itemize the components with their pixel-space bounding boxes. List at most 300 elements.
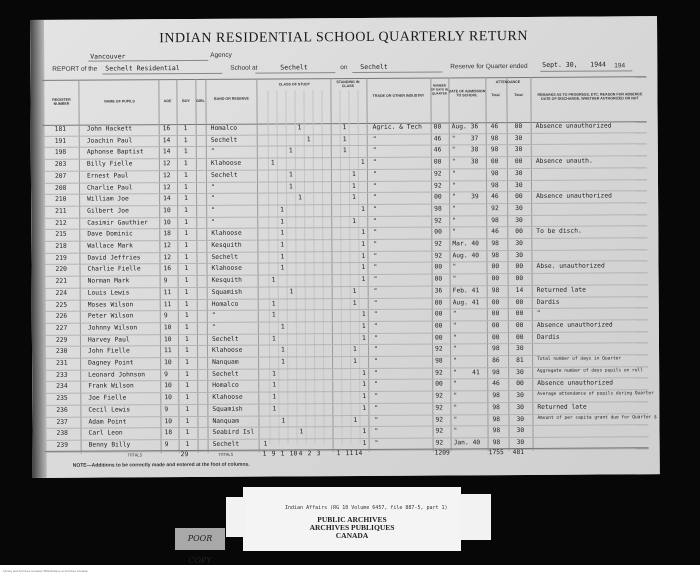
band-reserve: Kesquith [211, 276, 242, 284]
remark: " [536, 310, 541, 318]
date-admitted-year: 38 [470, 158, 479, 166]
header-trade: TRADE OR OTHER INDUSTRY [372, 93, 425, 98]
total-attendance: 1755 [488, 449, 504, 457]
pupil-name: Joe Fielle [88, 394, 127, 402]
trade: " [373, 229, 378, 237]
date-admitted-year: 41 [472, 368, 480, 376]
days-in-quarter: 00 [434, 193, 442, 201]
trade: " [373, 217, 378, 225]
pupil-age: 16 [162, 125, 171, 133]
pupil-name: Harvey Paul [87, 335, 130, 344]
date-admitted-year: 40 [472, 439, 481, 447]
register-number: 227 [55, 324, 68, 332]
pupil-age: 18 [163, 230, 171, 238]
attendance-total-2: 30 [516, 392, 524, 400]
date-admitted-year: 36 [470, 123, 479, 131]
date-admitted-month: " [453, 380, 458, 388]
date-admitted-month: " [451, 158, 456, 166]
date-admitted-month: " [452, 193, 456, 201]
standing-mark: 1 [361, 334, 366, 342]
trade: " [372, 135, 377, 143]
page-edge-shadow [30, 20, 47, 478]
band-reserve: Squamish [212, 405, 243, 413]
pupil-age: 12 [162, 160, 171, 168]
pupil-age: 14 [163, 195, 171, 203]
pupil-name: John Hackett [86, 125, 133, 133]
band-reserve: " [211, 206, 215, 214]
pupil-name: Gilbert Joe [87, 207, 129, 215]
band-reserve: Klahoose [212, 347, 243, 355]
attendance-total-2: 00 [515, 275, 524, 283]
attendance-total: 98 [490, 181, 499, 189]
pupil-age: 12 [163, 253, 172, 261]
days-in-quarter: 92 [435, 392, 443, 400]
days-in-quarter: 92 [435, 427, 444, 435]
attendance-total: 98 [491, 286, 500, 294]
archive-line-1: PUBLIC ARCHIVES [317, 515, 387, 524]
standing-mark: 1 [361, 240, 366, 248]
date-admitted-year: 40 [471, 240, 479, 248]
remark: Absence unauthorized [536, 321, 613, 329]
attendance-total-2: 30 [516, 427, 525, 435]
pupil-age: 10 [163, 218, 171, 226]
class-total: 3 [316, 450, 321, 458]
trade: " [373, 346, 378, 354]
date-admitted-month: Aug. [452, 252, 468, 260]
attendance-total: 46 [491, 228, 499, 236]
remark: Aggregate number of days pupils on roll [537, 367, 643, 374]
boy-count: 1 [185, 405, 190, 413]
standing-mark: 1 [362, 404, 367, 412]
days-in-quarter: 36 [434, 287, 443, 295]
row-rule [43, 167, 647, 172]
class-total: 1 [262, 450, 267, 458]
pupil-age: 10 [163, 324, 172, 332]
pupil-age: 10 [164, 394, 172, 402]
band-reserve: Klahoose [211, 230, 242, 238]
standing-mark: 1 [361, 264, 366, 272]
boy-count: 1 [184, 277, 189, 285]
pupil-age: 10 [163, 335, 172, 343]
remark: Average attendance of pupils during Quarter [537, 391, 654, 398]
pupil-age: 10 [164, 359, 172, 367]
band-reserve: Nanquam [212, 417, 240, 425]
class-total: 2 [307, 450, 312, 458]
standing-mark: 1 [361, 311, 366, 319]
trade: " [372, 170, 377, 178]
class-mark: 1 [280, 323, 285, 331]
date-admitted-month: " [451, 135, 456, 143]
pupil-age: 10 [163, 207, 171, 215]
register-number: 231 [56, 359, 68, 367]
band-reserve: " [211, 323, 216, 331]
header-band: BAND OR RESERVE [214, 96, 249, 101]
days-in-quarter: 00 [434, 310, 443, 318]
register-number: 230 [56, 348, 68, 356]
standing-mark: 1 [352, 287, 357, 295]
attendance-total: 00 [491, 310, 500, 318]
boy-count: 1 [185, 370, 189, 378]
class-mark: 1 [288, 171, 293, 179]
standing-mark: 1 [352, 217, 357, 225]
band-reserve: " [210, 148, 215, 156]
standing-mark: 1 [342, 135, 347, 143]
totals-label-2: TOTALS [218, 451, 234, 457]
band-reserve: Nanquam [212, 358, 239, 366]
register-number: 237 [56, 418, 68, 426]
row-rule [43, 202, 647, 207]
pupil-age: 12 [162, 171, 171, 179]
pupil-age: 9 [163, 312, 168, 320]
register-number: 239 [56, 441, 68, 449]
trade: Agric. & Tech [372, 123, 422, 131]
trade: " [373, 252, 378, 260]
attendance-total: 98 [492, 439, 501, 447]
band-reserve: " [211, 218, 216, 226]
register-number: 220 [55, 266, 67, 274]
row-rule [44, 343, 648, 348]
days-in-quarter: 00 [434, 263, 443, 271]
boy-count: 1 [183, 160, 188, 168]
pupil-age: 9 [164, 441, 169, 449]
date-admitted-month: " [452, 205, 456, 213]
date-admitted-month: " [452, 322, 457, 330]
remark: Dardis [536, 298, 560, 306]
register-number: 234 [56, 383, 68, 391]
pupil-age: 18 [164, 429, 173, 437]
standing-mark: 1 [361, 229, 366, 237]
boy-count: 1 [184, 288, 189, 296]
date-admitted-month: Feb. [452, 287, 468, 295]
register-number: 215 [55, 231, 67, 239]
attendance-total: 00 [491, 322, 500, 330]
pupil-age: 9 [164, 405, 169, 413]
standing-mark: 1 [362, 381, 367, 389]
pupil-age: 11 [163, 288, 172, 296]
attendance-total-2: 30 [514, 169, 523, 177]
pupil-name: Benny Billy [88, 441, 131, 449]
boy-count: 1 [185, 394, 190, 402]
band-reserve: Homalco [210, 124, 238, 132]
attendance-total-2: 00 [515, 310, 524, 318]
attendance-total-2: 30 [516, 368, 524, 376]
class-mark: 1 [272, 405, 277, 413]
days-in-quarter: 92 [434, 252, 443, 260]
attendance-total-2: 00 [514, 122, 523, 131]
boy-count: 1 [184, 300, 189, 308]
attendance-total-2: 30 [515, 216, 523, 224]
pupil-name: Dagney Point [88, 359, 134, 367]
attendance-total: 98 [492, 392, 500, 400]
class-mark: 1 [280, 229, 285, 237]
attendance-total: 00 [491, 275, 500, 283]
band-reserve: Kesquith [211, 241, 242, 249]
remark: Amount of per capita grant due for Quarter $ [537, 414, 657, 421]
class-mark: 1 [280, 253, 285, 261]
boy-count: 1 [185, 440, 190, 448]
boy-count: 1 [183, 125, 188, 133]
attendance-total-2: 30 [514, 146, 523, 154]
register-number: 238 [56, 429, 68, 438]
date-admitted-month: " [453, 427, 458, 435]
date-admitted-month: " [452, 310, 457, 318]
register-number: 219 [55, 254, 67, 262]
header-name: NAME OF PUPILS [104, 99, 135, 104]
class-mark: 1 [272, 370, 276, 378]
attendance-total: 00 [491, 263, 500, 271]
attendance-total: 98 [490, 146, 499, 154]
attendance-total: 98 [490, 134, 499, 142]
class-mark: 1 [297, 124, 302, 132]
pupil-name: Johnny Wilson [87, 324, 138, 332]
pupil-name: Aphonse Baptist [86, 148, 144, 157]
pupil-name: John Fielle [88, 347, 130, 355]
class-mark: 1 [271, 300, 276, 308]
trade: " [374, 392, 379, 400]
standing-mark: 1 [351, 170, 356, 178]
date-admitted-month: " [452, 345, 457, 353]
trade: " [372, 147, 377, 155]
row-rule [44, 272, 648, 277]
trade: " [374, 381, 379, 389]
attendance-total: 46 [492, 380, 500, 388]
standing-mark: 1 [360, 159, 365, 167]
remark: Abse. unauthorized [536, 262, 605, 271]
pupil-name: Cecil Lewis [88, 406, 131, 414]
header-boy: BOY [182, 99, 190, 104]
standing-mark: 1 [342, 147, 347, 155]
school-at-label: School at [230, 64, 258, 72]
pupil-age: 12 [163, 242, 171, 250]
header-att-total-2: Total [514, 92, 523, 98]
attendance-total-2: 30 [515, 251, 524, 259]
class-mark: 1 [281, 346, 285, 354]
trade: " [373, 275, 378, 283]
total-boys: 29 [180, 451, 189, 459]
date-admitted-month: Aug. [451, 123, 467, 131]
on-value: Sechelt [360, 62, 388, 71]
attendance-total: 98 [491, 251, 500, 259]
remark: Returned late [536, 286, 586, 294]
row-rule [43, 249, 647, 254]
date-admitted-month: Aug. [452, 298, 468, 306]
standing-mark: 1 [361, 276, 366, 284]
standing-mark: 1 [352, 346, 357, 354]
pupil-name: Ernest Paul [86, 172, 129, 180]
register-number: 218 [55, 242, 67, 250]
trade: " [373, 205, 377, 213]
remark: Absence unauthorized [535, 122, 612, 130]
attendance-total-2: 30 [515, 204, 523, 212]
footer-credit: Library and Archives Canada / Bibliothèque et Archives Canada [3, 569, 88, 573]
register-number: 207 [54, 172, 67, 180]
attendance-total: 98 [491, 216, 499, 224]
footer-strip [0, 565, 700, 579]
days-in-quarter: 98 [435, 357, 443, 365]
class-mark: 1 [280, 241, 285, 249]
boy-count: 1 [184, 230, 189, 238]
attendance-total-2: 00 [515, 298, 524, 306]
standing-total: 1 [336, 450, 341, 458]
class-mark: 1 [306, 135, 311, 143]
register-number: 229 [55, 336, 68, 344]
register-number: 235 [56, 394, 68, 402]
standing-mark: 1 [361, 205, 365, 213]
pupil-name: Charlie Fielle [87, 265, 141, 274]
standing-total: 11 [345, 450, 354, 458]
days-in-quarter: 00 [433, 123, 442, 131]
header-standing: STANDING IN CLASS [336, 79, 360, 89]
date-admitted-month: " [451, 146, 456, 154]
attendance-total-2: 30 [515, 239, 523, 248]
days-in-quarter: 00 [434, 334, 443, 342]
pupil-name: William Joe [87, 195, 129, 203]
attendance-total: 98 [492, 427, 501, 435]
remark: Absence unauth. [535, 157, 593, 166]
boy-count: 1 [184, 323, 189, 331]
trade: " [373, 322, 378, 330]
date-admitted-year: 40 [471, 251, 480, 259]
report-value: Sechelt Residential [105, 64, 180, 73]
row-rule [43, 214, 647, 219]
header-class: CLASS OF STUDY [278, 82, 311, 87]
band-reserve: Sechelt [212, 370, 239, 378]
date-admitted-year: 39 [471, 193, 479, 201]
archive-reference: Indian Affairs (RG 10 Volume 6457, file 887-5, part 1) [285, 505, 448, 511]
days-in-quarter: 92 [435, 369, 443, 377]
class-mark: 1 [289, 182, 293, 190]
boy-count: 1 [185, 417, 190, 425]
band-reserve: Sechelt [211, 253, 239, 261]
table-grid [30, 16, 657, 20]
band-reserve: Sechelt [210, 136, 238, 144]
band-reserve: " [211, 195, 215, 203]
class-total: 10 [289, 450, 298, 458]
row-rule [43, 237, 647, 242]
header-register: REGISTER NUMBER [52, 97, 71, 106]
date-admitted-month: Mar. [452, 240, 468, 248]
report-label: REPORT of the [52, 65, 98, 73]
standing-mark: 1 [362, 369, 366, 377]
days-in-quarter: 92 [435, 439, 444, 447]
attendance-total-2: 81 [516, 356, 524, 365]
trade: " [374, 357, 378, 365]
band-reserve: Sechelt [212, 440, 240, 448]
class-total: 9 [271, 450, 276, 458]
pupil-name: Adam Point [88, 417, 127, 426]
attendance-total: 86 [492, 357, 500, 365]
row-rule [45, 436, 649, 441]
pupil-age: 14 [162, 136, 171, 144]
boy-count: 1 [185, 429, 190, 437]
boy-count: 1 [184, 195, 188, 203]
total-days: 1209 [434, 449, 450, 457]
standing-mark: 1 [362, 393, 367, 401]
class-mark: 1 [281, 358, 285, 366]
class-mark: 1 [272, 393, 277, 401]
attendance-total: 46 [491, 193, 499, 201]
header-att-total: Total [491, 93, 500, 98]
class-mark: 1 [270, 159, 275, 167]
boy-count: 1 [184, 206, 188, 214]
days-in-quarter: 92 [435, 415, 444, 424]
standing-mark: 1 [361, 252, 366, 260]
band-reserve: " [211, 312, 216, 320]
trade: " [374, 428, 379, 436]
class-mark: 1 [263, 440, 268, 448]
remark: Total number of days in Quarter [537, 356, 622, 362]
row-rule [44, 424, 648, 429]
header-age: AGE [163, 99, 172, 104]
date-admitted-month: " [452, 275, 457, 283]
trade: " [373, 287, 378, 295]
date-admitted-year: 41 [471, 287, 480, 295]
pupil-name: Leonard Johnson [88, 370, 146, 379]
class-total: 1 [280, 450, 285, 458]
pupil-age: 9 [164, 370, 168, 378]
trade: " [372, 182, 377, 190]
attendance-total-2: 00 [515, 333, 524, 341]
totals-label: TOTALS [127, 452, 143, 458]
attendance-total-2: 00 [515, 228, 523, 236]
register-number: 236 [56, 406, 68, 414]
date-admitted-month: " [451, 170, 456, 178]
trade: " [374, 369, 378, 377]
header-days: NUMBER OF DAYS IN QUARTER [430, 83, 448, 96]
band-reserve: Klahoose [212, 393, 243, 401]
pupil-name: Casimir Gauthier [87, 218, 148, 227]
date-admitted-year: 41 [471, 298, 480, 306]
register-number: 212 [55, 219, 67, 227]
attendance-total: 00 [490, 158, 499, 166]
register-number: 198 [54, 149, 67, 157]
attendance-total: 98 [491, 345, 500, 353]
boy-count: 1 [183, 148, 188, 156]
archive-line-3: CANADA [335, 531, 369, 540]
boy-count: 1 [184, 265, 189, 273]
class-mark: 1 [281, 416, 286, 424]
register-number: 181 [54, 125, 67, 133]
pupil-age: 9 [163, 277, 168, 285]
attendance-total-2: 00 [515, 193, 523, 201]
school-at-value: Sechelt [280, 63, 308, 72]
trade: " [374, 404, 379, 412]
class-mark: 1 [298, 194, 302, 202]
pupil-name: Dave Dominic [87, 230, 133, 238]
reserve-quarter-label: Reserve for Quarter ended [450, 62, 528, 71]
attendance-total: 98 [492, 368, 500, 376]
class-mark: 1 [288, 147, 293, 155]
trade: " [373, 264, 378, 272]
date-admitted-year: 38 [470, 146, 479, 154]
register-number: 221 [55, 277, 67, 285]
register-number: 225 [55, 301, 68, 309]
header-attendance: ATTENDANCE [495, 80, 521, 85]
class-mark: 1 [289, 288, 294, 296]
class-mark: 1 [299, 428, 304, 436]
boy-count: 1 [184, 253, 189, 261]
remark: Dardis [536, 333, 560, 341]
attendance-total-2: 30 [516, 438, 525, 446]
standing-mark: 1 [353, 416, 358, 424]
quarterly-return-form [30, 16, 660, 478]
row-rule [44, 307, 648, 312]
boy-count: 1 [185, 347, 189, 355]
pupil-age: 10 [164, 382, 172, 390]
remark: Absence unauthorized [536, 192, 612, 201]
date-admitted-month: " [453, 357, 457, 365]
attendance-total-2: 14 [515, 286, 524, 294]
